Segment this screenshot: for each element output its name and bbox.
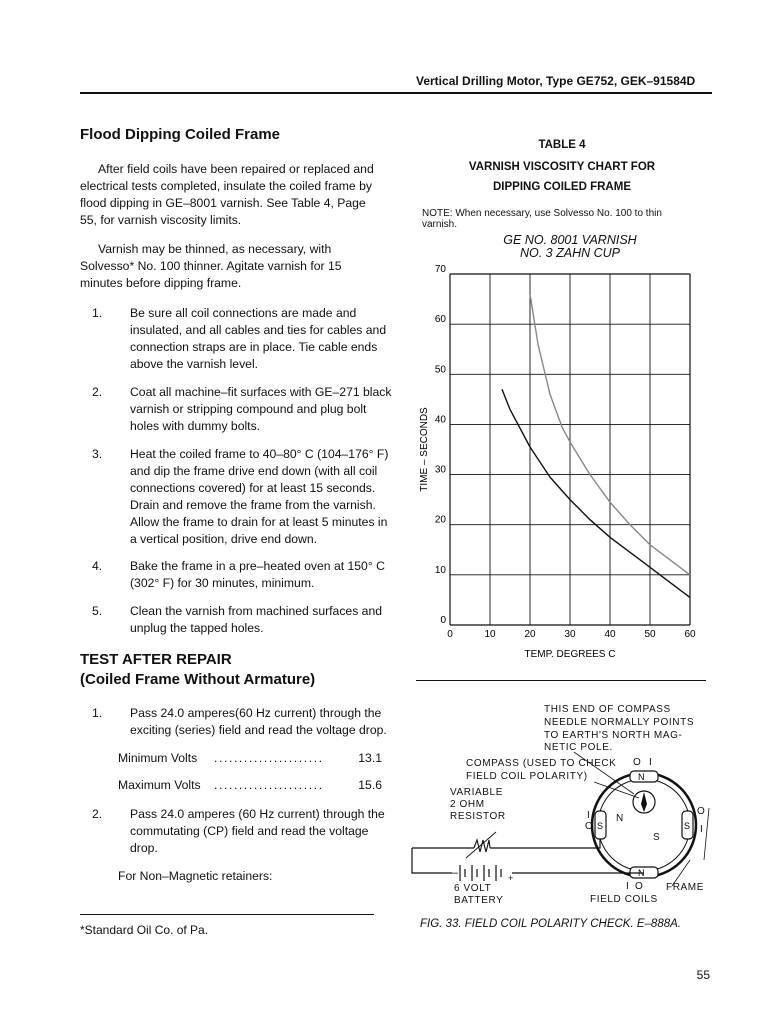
test-step-2 [92,806,394,858]
compass-label-line-2: FIELD COIL POLARITY) [466,771,588,782]
coil-marker-o-left: O [585,821,594,832]
x-tick-label: 30 [564,629,576,640]
step-number: 5. [92,604,103,618]
step-text: Pass 24.0 amperes(60 Hz current) through the exciting (series) field and read the voltage drop. [130,706,387,737]
step-text: Be sure all coil connections are made and insulated, and all cables and ties for cables and connection straps are in place. Tie cable ends above the varnish level. [130,306,387,371]
x-tick-label: 10 [484,629,496,640]
x-tick-label: 0 [447,629,453,640]
table-title-line-2: DIPPING COILED FRAME [492,181,631,193]
coil-marker-i-top: I [649,757,653,768]
step-text: Bake the frame in a pre–heated oven at 150° C (302° F) for 30 minutes, minimum. [130,559,385,590]
y-tick-label: 30 [434,464,446,476]
step-number: 2. [92,807,103,821]
chart-y-axis-label: TIME – SECONDS [419,407,430,492]
coil-marker-i-right: I [700,824,704,835]
compass-end-note-line-3: TO EARTH'S NORTH MAG- [544,730,683,741]
coil-marker-i-bottom: I [626,881,630,892]
battery-label-line-2: BATTERY [454,895,504,906]
resistor-label-line-1: VARIABLE [450,787,503,798]
flood-step-4 [92,558,394,594]
coil-marker-i-left: I [587,810,591,821]
resistor-arrow-icon [466,832,496,858]
test-heading-line-1: TEST AFTER REPAIR [80,651,232,668]
field-pole-n-label: N [616,813,624,824]
coil-marker-o-right: O [697,806,706,817]
flood-para-2: Varnish may be thinned, as necessary, with Solvesso* No. 100 thinner. Agitate varnish for 15 minutes before dipping frame. [80,242,342,290]
right-pole-letter: S [684,821,691,831]
step-number: 1. [92,706,103,720]
chart-x-axis-label: TEMP. DEGREES C [524,649,616,660]
max-volts-label: Maximum Volts [118,778,201,792]
y-tick-label: 70 [434,264,446,275]
test-heading-line-2: (Coiled Frame Without Armature) [80,671,316,688]
flood-step-5 [92,603,394,639]
flood-para-1: After field coils have been repaired or replaced and electrical tests completed, insulate the coiled frame by flood dipping in GE–8001 varnish. See Table 4, Page 55, for varnish viscosity limits. [80,162,374,227]
field-coils-label: FIELD COILS [590,894,658,905]
compass-label-line-1: COMPASS (USED TO CHECK [466,758,617,769]
compass-end-note-line-1: THIS END OF COMPASS [544,704,671,715]
frame-circle [592,773,696,877]
field-pole-s-label: S [653,832,661,843]
step-text: Clean the varnish from machined surfaces and unplug the tapped holes. [130,604,383,635]
figure-top-rule [416,680,706,681]
coil-marker-o-top: O [633,757,642,768]
y-tick-label: 60 [434,314,446,326]
circuit-wire [412,839,644,873]
viscosity-chart [410,262,710,662]
variable-resistor-icon [474,840,490,852]
flood-step-3 [92,446,394,550]
x-tick-label: 50 [644,629,656,640]
flood-step-2 [92,384,394,436]
top-pole-letter: N [638,772,645,782]
step-text: Coat all machine–fit surfaces with GE–271 black varnish or stripping compound and plug bolt holes with dummy bolts. [130,385,392,433]
varnish-label-2: NO. 3 ZAHN CUP [519,246,620,260]
max-volts-row [118,777,382,794]
y-tick-label: 20 [434,514,446,526]
step-number: 4. [92,559,103,573]
compass-end-note-line-2: NEEDLE NORMALLY POINTS [544,717,695,728]
non-magnetic-retainers: For Non–Magnetic retainers: [118,869,273,883]
footnote-rule [80,914,374,915]
x-tick-label: 20 [524,629,536,640]
flood-dipping-heading: Flood Dipping Coiled Frame [80,126,280,143]
max-volts-value: 15.6 [358,778,382,792]
coil-marker-o-bottom: O [635,881,644,892]
bottom-pole-letter: N [638,868,645,878]
table-title-line-1: VARNISH VISCOSITY CHART FOR [468,161,656,173]
x-tick-label: 40 [604,629,616,640]
running-header: Vertical Drilling Motor, Type GE752, GEK–91584D [416,74,696,88]
step-number: 1. [92,306,103,320]
table-label: TABLE 4 [538,139,586,151]
compass-end-note-line-4: NETIC POLE. [544,742,613,753]
left-pole-letter: S [597,821,604,831]
chart-tick-labels [435,264,696,640]
resistor-label-line-2: 2 OHM [450,799,485,810]
step-number: 3. [92,447,103,461]
battery-label-line-1: 6 VOLT [454,883,492,894]
step-number: 2. [92,385,103,399]
table-note: NOTE: When necessary, use Solvesso No. 100 to thin varnish. [422,208,662,230]
test-step-1 [92,705,394,741]
frame-label: FRAME [666,882,704,893]
min-volts-leader: ...................... [214,751,324,765]
y-tick-label: 0 [440,615,446,626]
chart-grid [450,274,690,625]
field-coil-polarity-diagram [404,690,714,912]
y-tick-label: 40 [434,414,446,426]
y-tick-label: 50 [434,364,446,376]
x-tick-label: 60 [684,629,696,640]
flood-step-1 [92,305,394,375]
step-text: Pass 24.0 amperes (60 Hz current) through the commutating (CP) field and read the voltage drop. [130,807,385,855]
battery-minus-sign: – [452,867,459,879]
figure-caption: FIG. 33. FIELD COIL POLARITY CHECK. E–888A. [420,918,681,930]
min-volts-value: 13.1 [358,751,382,765]
min-volts-label: Minimum Volts [118,751,198,765]
y-tick-label: 10 [434,564,446,576]
battery-icon [460,865,501,881]
varnish-label-1: GE NO. 8001 VARNISH [503,233,637,247]
footnote: *Standard Oil Co. of Pa. [80,923,209,937]
battery-plus-sign: + [508,873,514,883]
page-number: 55 [696,968,710,982]
step-text: Heat the coiled frame to 40–80° C (104–176° F) and dip the frame drive end down (with all coil connections covered) for at least 15 seconds. Drain and remove the frame from the varnish. Allow the frame to drain for at least 5 minutes in a vertical position, drive end down. [130,447,389,546]
max-volts-leader: ...................... [214,778,324,792]
header-rule [80,92,712,94]
min-volts-row [118,750,382,767]
resistor-label-line-3: RESISTOR [450,811,506,822]
